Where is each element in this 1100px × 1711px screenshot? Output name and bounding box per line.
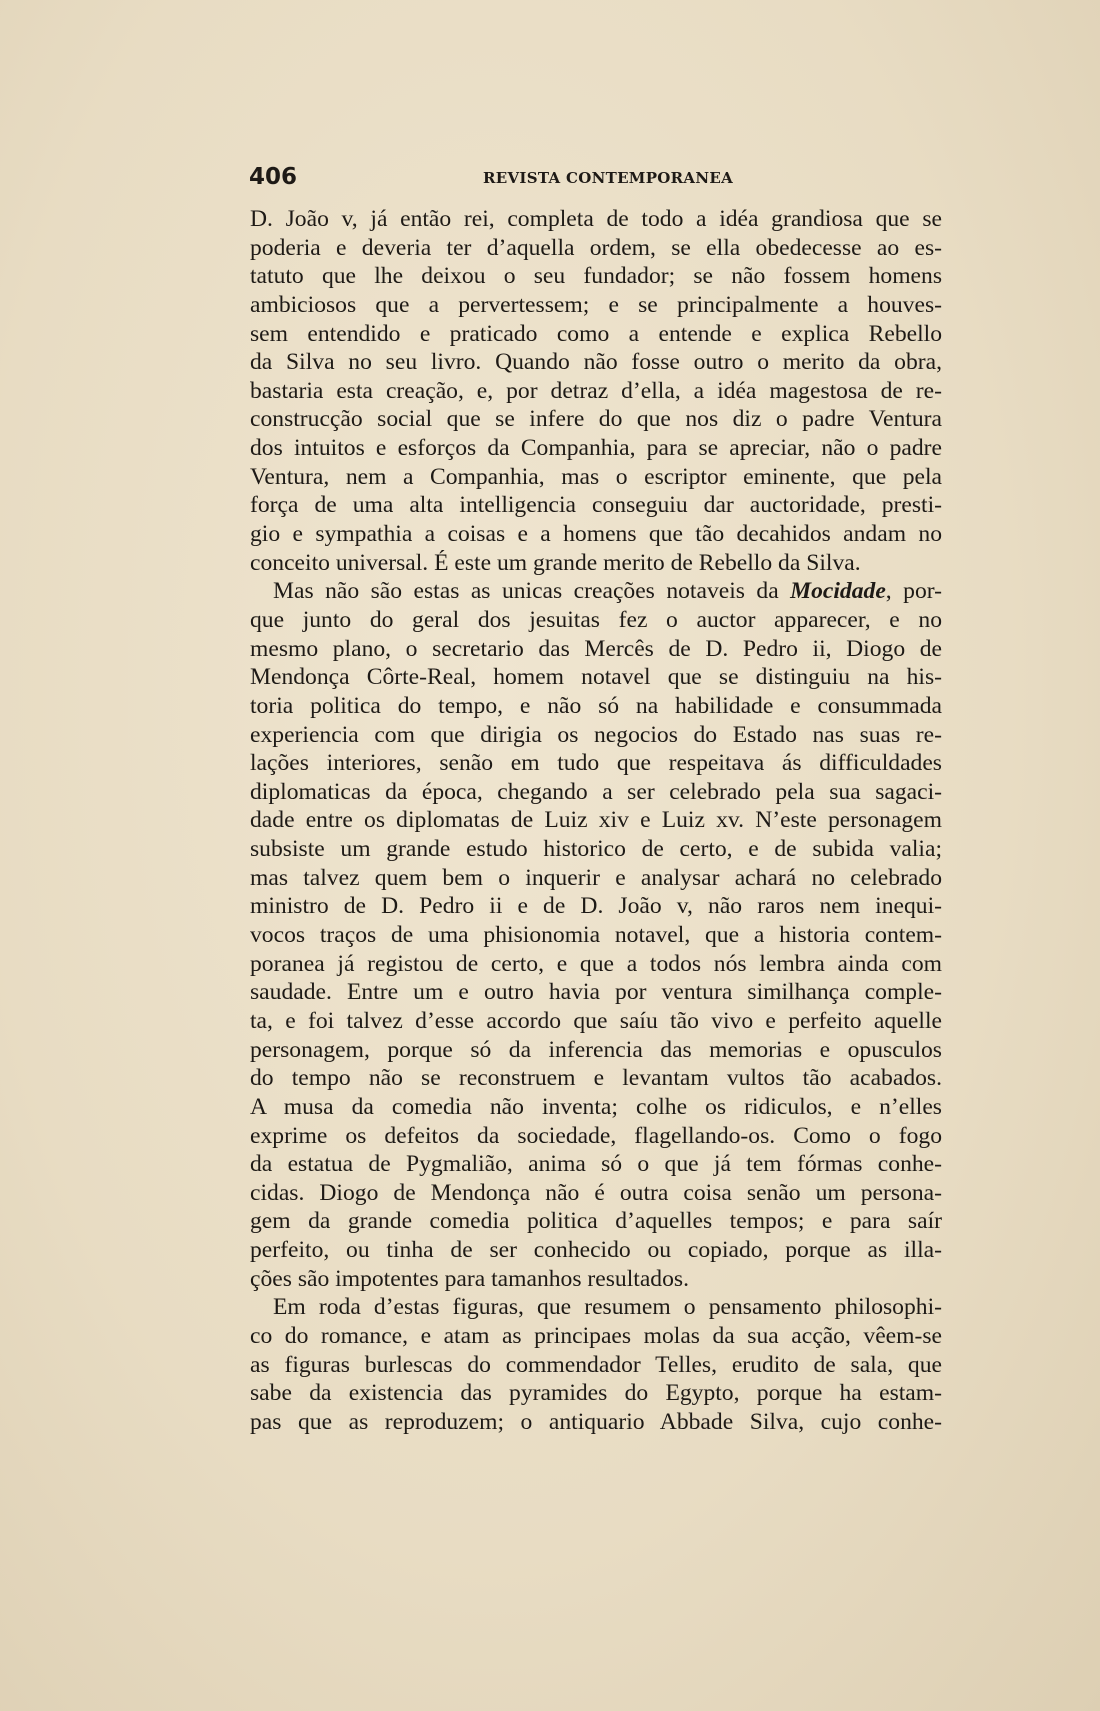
text-line: mesmo plano, o secretario das Mercês de D. Pedro ii, Diogo de bbox=[250, 635, 942, 662]
text-line: toria politica do tempo, e não só na habilidade e consummada bbox=[250, 692, 942, 719]
text-line: gio e sympathia a coisas e a homens que tão decahidos andam no bbox=[250, 521, 942, 548]
text-line: co do romance, e atam as principaes molas da sua acção, vêem-se bbox=[250, 1322, 942, 1349]
text-line: A musa da comedia não inventa; colhe os ridiculos, e n’elles bbox=[250, 1093, 942, 1120]
text-line: cidas. Diogo de Mendonça não é outra coisa senão um persona- bbox=[250, 1179, 942, 1206]
text-line: bastaria esta creação, e, por detraz d’ella, a idéa magestosa de re- bbox=[250, 377, 942, 404]
text-line: da estatua de Pygmalião, anima só o que já tem fórmas conhe- bbox=[250, 1151, 942, 1178]
running-title: REVISTA CONTEMPORANEA bbox=[483, 169, 734, 187]
page-header bbox=[249, 164, 949, 194]
text-line: que junto do geral dos jesuitas fez o auctor apparecer, e no bbox=[250, 606, 942, 633]
text-line: lações interiores, senão em tudo que respeitava ás difficuldades bbox=[250, 750, 942, 777]
text-line: perfeito, ou tinha de ser conhecido ou copiado, porque as illa- bbox=[250, 1237, 942, 1264]
text-line: vocos traços de uma phisionomia notavel, que a historia contem- bbox=[250, 922, 942, 949]
text-line: dade entre os diplomatas de Luiz xiv e Luiz xv. N’este personagem bbox=[250, 807, 942, 834]
text-line: subsiste um grande estudo historico de certo, e de subida valia; bbox=[250, 836, 942, 863]
text-line: conceito universal. É este um grande merito de Rebello da Silva. bbox=[250, 549, 861, 576]
text-line: gem da grande comedia politica d’aquelles tempos; e para saír bbox=[250, 1208, 942, 1235]
text-line: ministro de D. Pedro ii e de D. João v, não raros nem inequi- bbox=[250, 893, 942, 920]
text-line: da Silva no seu livro. Quando não fosse outro o merito da obra, bbox=[250, 349, 942, 376]
text-line: ambiciosos que a pervertessem; e se principalmente a houves- bbox=[250, 291, 942, 318]
text-line: personagem, porque só da inferencia das memorias e opusculos bbox=[250, 1036, 942, 1063]
text-segment: , por- bbox=[885, 578, 942, 605]
text-line: Ventura, nem a Companhia, mas o escriptor eminente, que pela bbox=[250, 463, 942, 490]
text-line: experiencia com que dirigia os negocios do Estado nas suas re- bbox=[250, 721, 942, 748]
body-text bbox=[250, 205, 942, 1437]
paragraph-first-line bbox=[250, 577, 942, 606]
text-line: exprime os defeitos da sociedade, flagellando-os. Como o fogo bbox=[250, 1122, 942, 1149]
text-line: sabe da existencia das pyramides do Egypto, porque ha estam- bbox=[250, 1380, 942, 1407]
text-line: tatuto que lhe deixou o seu fundador; se não fossem homens bbox=[250, 263, 942, 290]
text-line: ções são impotentes para tamanhos resultados. bbox=[250, 1265, 689, 1292]
text-line: saudade. Entre um e outro havia por ventura similhança comple- bbox=[250, 979, 942, 1006]
page-number: 406 bbox=[249, 164, 298, 190]
text-line: poranea já registou de certo, e que a todos nós lembra ainda com bbox=[250, 950, 942, 977]
text-line: diplomaticas da época, chegando a ser celebrado pela sua sagaci- bbox=[250, 778, 942, 805]
text-line: ta, e foi talvez d’esse accordo que saíu tão vivo e perfeito aquelle bbox=[250, 1007, 942, 1034]
text-line: poderia e deveria ter d’aquella ordem, se ella obedecesse ao es- bbox=[250, 234, 942, 261]
text-line: sem entendido e praticado como a entende e explica Rebello bbox=[250, 320, 942, 347]
text-line: mas talvez quem bem o inquerir e analysar achará no celebrado bbox=[250, 864, 942, 891]
text-line: D. João v, já então rei, completa de todo a idéa grandiosa que se bbox=[250, 206, 942, 232]
text-line: pas que as reproduzem; o antiquario Abbade Silva, cujo conhe- bbox=[250, 1408, 942, 1435]
text-line: construcção social que se infere do que nos diz o padre Ventura bbox=[250, 406, 942, 433]
text-line: dos intuitos e esforços da Companhia, para se apreciar, não o padre bbox=[250, 435, 942, 462]
text-line: do tempo não se reconstruem e levantam vultos tão acabados. bbox=[250, 1065, 942, 1092]
text-line: Em roda d’estas figuras, que resumem o pensamento philosophi- bbox=[273, 1294, 942, 1321]
text-line: força de uma alta intelligencia conseguiu dar auctoridade, presti- bbox=[250, 492, 942, 519]
text-line: Mendonça Côrte-Real, homem notavel que se distinguiu na his- bbox=[250, 664, 942, 691]
book-title-italic: Mocidade bbox=[790, 578, 886, 605]
text-line: as figuras burlescas do commendador Telles, erudito de sala, que bbox=[250, 1351, 942, 1378]
text-segment: Mas não são estas as unicas creações notaveis da bbox=[273, 578, 791, 605]
